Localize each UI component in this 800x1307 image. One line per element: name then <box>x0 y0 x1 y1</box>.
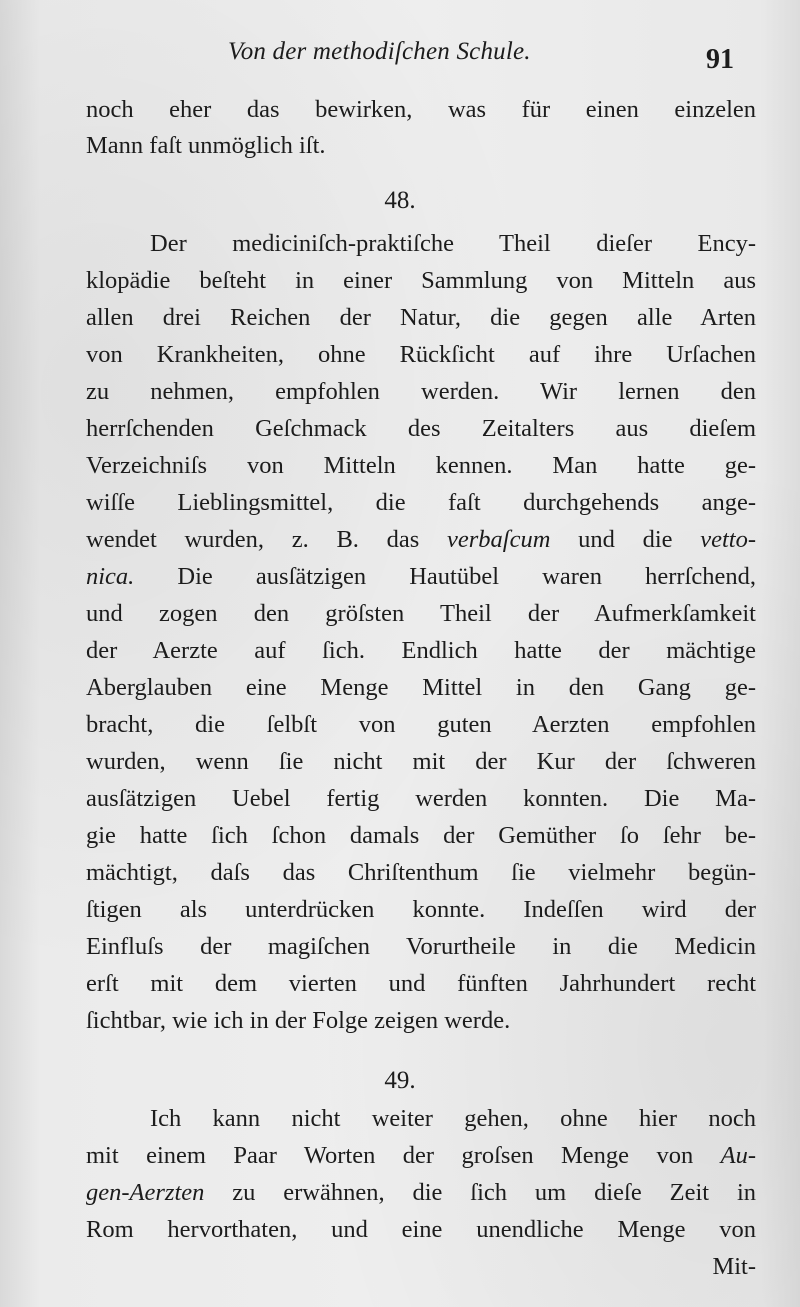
text-line: wiſſe Lieblingsmittel, die faſt durchgehends ange- <box>86 489 756 516</box>
latin-term-verbascum: verbaſcum <box>447 526 551 553</box>
text-line: von Krankheiten, ohne Rückſicht auf ihre Urſachen <box>86 341 756 368</box>
text-segment: und die <box>550 526 701 553</box>
latin-term-vettonica: vetto- <box>700 526 756 553</box>
text-line: Rom hervorthaten, und eine unendliche Menge von <box>86 1216 756 1243</box>
text-line <box>86 559 756 595</box>
text-line: herrſchenden Geſchmack des Zeitalters aus dieſem <box>86 415 756 442</box>
text-segment: Die ausſätzigen Hautübel waren herrſchend, <box>134 563 756 590</box>
text-line: Mann faſt unmöglich iſt. <box>86 132 326 159</box>
text-line: bracht, die ſelbſt von guten Aerzten empfohlen <box>86 711 756 738</box>
text-line: Verzeichniſs von Mitteln kennen. Man hatte ge- <box>86 452 756 479</box>
text-line: wurden, wenn ſie nicht mit der Kur der ſchweren <box>86 748 756 775</box>
page-number: 91 <box>706 44 734 75</box>
section-number-49: 49. <box>384 1067 416 1094</box>
text-line: noch eher das bewirken, was für einen einzelen <box>86 96 756 123</box>
text-line: Einfluſs der magiſchen Vorurtheile in die Medicin <box>86 933 756 960</box>
text-line: zu nehmen, empfohlen werden. Wir lernen den <box>86 378 756 405</box>
text-line: Aberglauben eine Menge Mittel in den Gang ge- <box>86 674 756 701</box>
text-line: der Aerzte auf ſich. Endlich hatte der mächtige <box>86 637 756 664</box>
text-line: ſichtbar, wie ich in der Folge zeigen werde. <box>86 1007 511 1034</box>
text-line: Ich kann nicht weiter gehen, ohne hier noch <box>150 1105 756 1132</box>
catchword: Mit- <box>712 1253 756 1280</box>
text-line: Der mediciniſch-praktiſche Theil dieſer Ency- <box>150 230 756 257</box>
text-line: allen drei Reichen der Natur, die gegen alle Arten <box>86 304 756 331</box>
page-header <box>0 28 800 88</box>
text-segment: wendet wurden, z. B. das <box>86 526 447 553</box>
text-line: und zogen den gröſsten Theil der Aufmerkſamkeit <box>86 600 756 627</box>
latin-term-vettonica-end: nica. <box>86 563 135 590</box>
italic-term-augen-aerzten: gen-Aerzten <box>86 1179 205 1206</box>
text-line <box>86 522 756 558</box>
text-line: erſt mit dem vierten und fünften Jahrhundert recht <box>86 970 756 997</box>
text-line: ſtigen als unterdrücken konnte. Indeſſen wird der <box>86 896 756 923</box>
text-segment: zu erwähnen, die ſich um dieſe Zeit in <box>204 1179 756 1206</box>
text-line: klopädie beſteht in einer Sammlung von Mitteln aus <box>86 267 756 294</box>
text-line <box>86 1138 756 1174</box>
text-line: ausſätzigen Uebel fertig werden konnten. Die Ma- <box>86 785 756 812</box>
running-head: Von der methodiſchen Schule. <box>228 38 531 65</box>
text-line: mächtigt, daſs das Chriſtenthum ſie vielmehr begün- <box>86 859 756 886</box>
text-segment: mit einem Paar Worten der groſsen Menge von <box>86 1142 721 1169</box>
italic-term-augen: Au- <box>720 1142 756 1169</box>
text-line: gie hatte ſich ſchon damals der Gemüther ſo ſehr be- <box>86 822 756 849</box>
text-line <box>86 1175 756 1211</box>
section-number-48: 48. <box>384 187 416 214</box>
